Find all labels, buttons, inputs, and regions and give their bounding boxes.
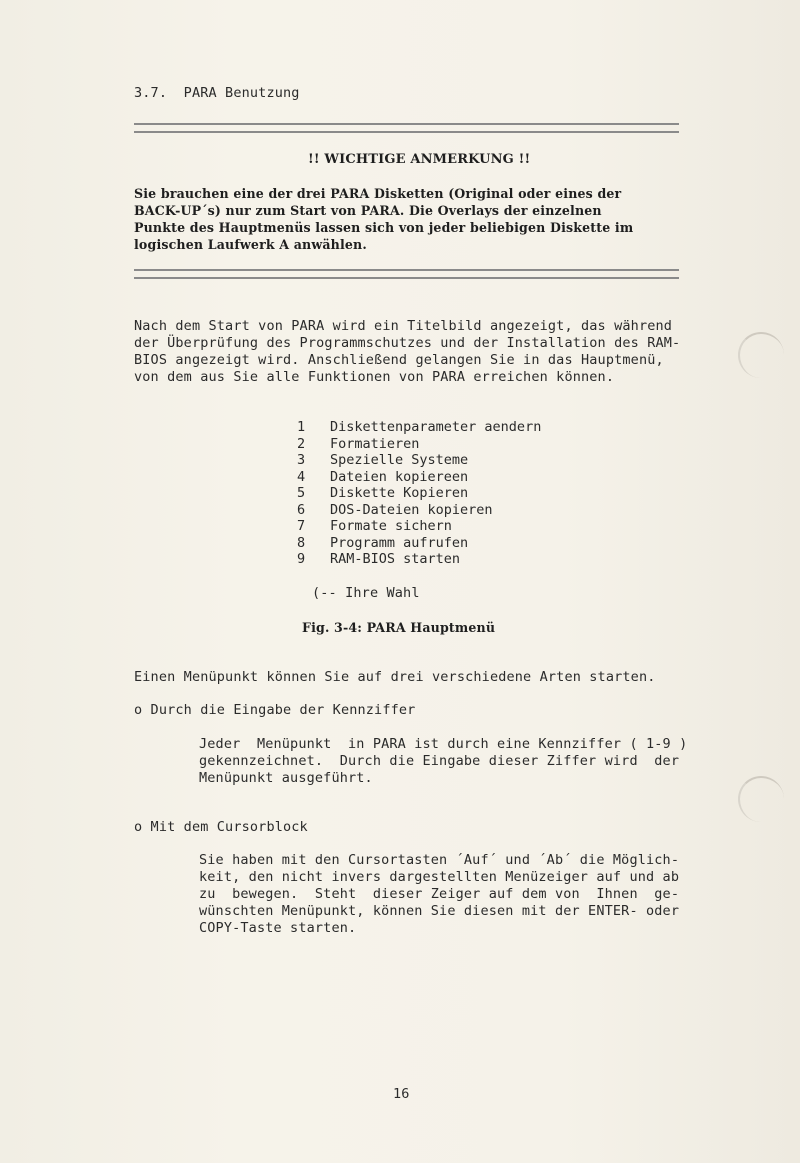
intro-line: Nach dem Start von PARA wird ein Titelbild angezeigt, das während <box>134 318 673 334</box>
menu-item-number: 7 <box>297 518 306 534</box>
menu-item-number: 1 <box>297 419 306 435</box>
notice-line: Sie brauchen eine der drei PARA Disketten (Original oder eines der <box>134 186 622 201</box>
method2-line: zu bewegen. Steht dieser Zeiger auf dem von Ihnen ge- <box>199 886 680 902</box>
menu-item <box>297 469 468 486</box>
method2-title: o Mit dem Cursorblock <box>134 819 308 835</box>
page-number: 16 <box>393 1086 410 1102</box>
intro-line: von dem aus Sie alle Funktionen von PARA erreichen können. <box>134 369 615 385</box>
method2-line: keit, den nicht invers dargestellten Menüzeiger auf und ab <box>199 869 680 885</box>
punch-hole <box>738 776 784 822</box>
punch-hole <box>738 332 784 378</box>
menu-item-label: Formate sichern <box>330 518 452 534</box>
figure-caption: Fig. 3-4: PARA Hauptmenü <box>302 620 496 635</box>
menu-item-label: Dateien kopiereen <box>330 468 469 485</box>
notice-title: !! WICHTIGE ANMERKUNG !! <box>308 152 531 167</box>
menu-item-number: 5 <box>297 485 306 501</box>
menu-item <box>297 452 468 469</box>
menu-item-number: 3 <box>297 452 306 468</box>
method1-line: Jeder Menüpunkt in PARA ist durch eine Kennziffer ( 1-9 ) <box>199 736 688 752</box>
menu-item <box>297 436 419 453</box>
method2-line: Sie haben mit den Cursortasten ´Auf´ und ´Ab´ die Möglich- <box>199 852 680 868</box>
method2-line: wünschten Menüpunkt, können Sie diesen mit der ENTER- oder <box>199 903 680 919</box>
intro-line: der Überprüfung des Programmschutzes und der Installation des RAM- <box>134 335 681 351</box>
menu-item-label: Diskettenparameter aendern <box>330 419 542 435</box>
menu-item-number: 8 <box>297 534 306 551</box>
menu-item <box>297 419 541 436</box>
menu-item <box>297 502 493 519</box>
menu-item-number: 6 <box>297 501 306 518</box>
menu-item-label: DOS-Dateien kopieren <box>330 501 493 518</box>
menu-item <box>297 551 460 568</box>
menu-item-label: Programm aufrufen <box>330 534 469 551</box>
method2-line: COPY-Taste starten. <box>199 920 357 936</box>
method1-line: gekennzeichnet. Durch die Eingabe dieser Ziffer wird der <box>199 753 680 769</box>
top-rule <box>134 123 679 133</box>
menu-item <box>297 518 452 535</box>
bottom-rule <box>134 269 679 279</box>
menu-item-label: RAM-BIOS starten <box>330 551 461 567</box>
intro-line: BIOS angezeigt wird. Anschließend gelangen Sie in das Hauptmenü, <box>134 352 664 368</box>
section-heading: 3.7. PARA Benutzung <box>134 85 300 101</box>
menu-item-number: 4 <box>297 468 306 485</box>
menu-item-label: Diskette Kopieren <box>330 485 469 501</box>
menu-prompt: (-- Ihre Wahl <box>312 585 420 601</box>
menu-item <box>297 485 468 502</box>
method1-title: o Durch die Eingabe der Kennziffer <box>134 702 416 718</box>
method1-line: Menüpunkt ausgeführt. <box>199 770 373 786</box>
menu-item-number: 9 <box>297 551 306 567</box>
methods-intro: Einen Menüpunkt können Sie auf drei verschiedene Arten starten. <box>134 669 656 685</box>
menu-item-number: 2 <box>297 435 306 452</box>
menu-item-label: Spezielle Systeme <box>330 452 469 468</box>
menu-item-label: Formatieren <box>330 435 420 452</box>
menu-item <box>297 535 468 552</box>
notice-line: BACK-UP´s) nur zum Start von PARA. Die Overlays der einzelnen <box>134 203 602 218</box>
notice-line: Punkte des Hauptmenüs lassen sich von jeder beliebigen Diskette im <box>134 220 634 235</box>
notice-line: logischen Laufwerk A anwählen. <box>134 237 367 252</box>
